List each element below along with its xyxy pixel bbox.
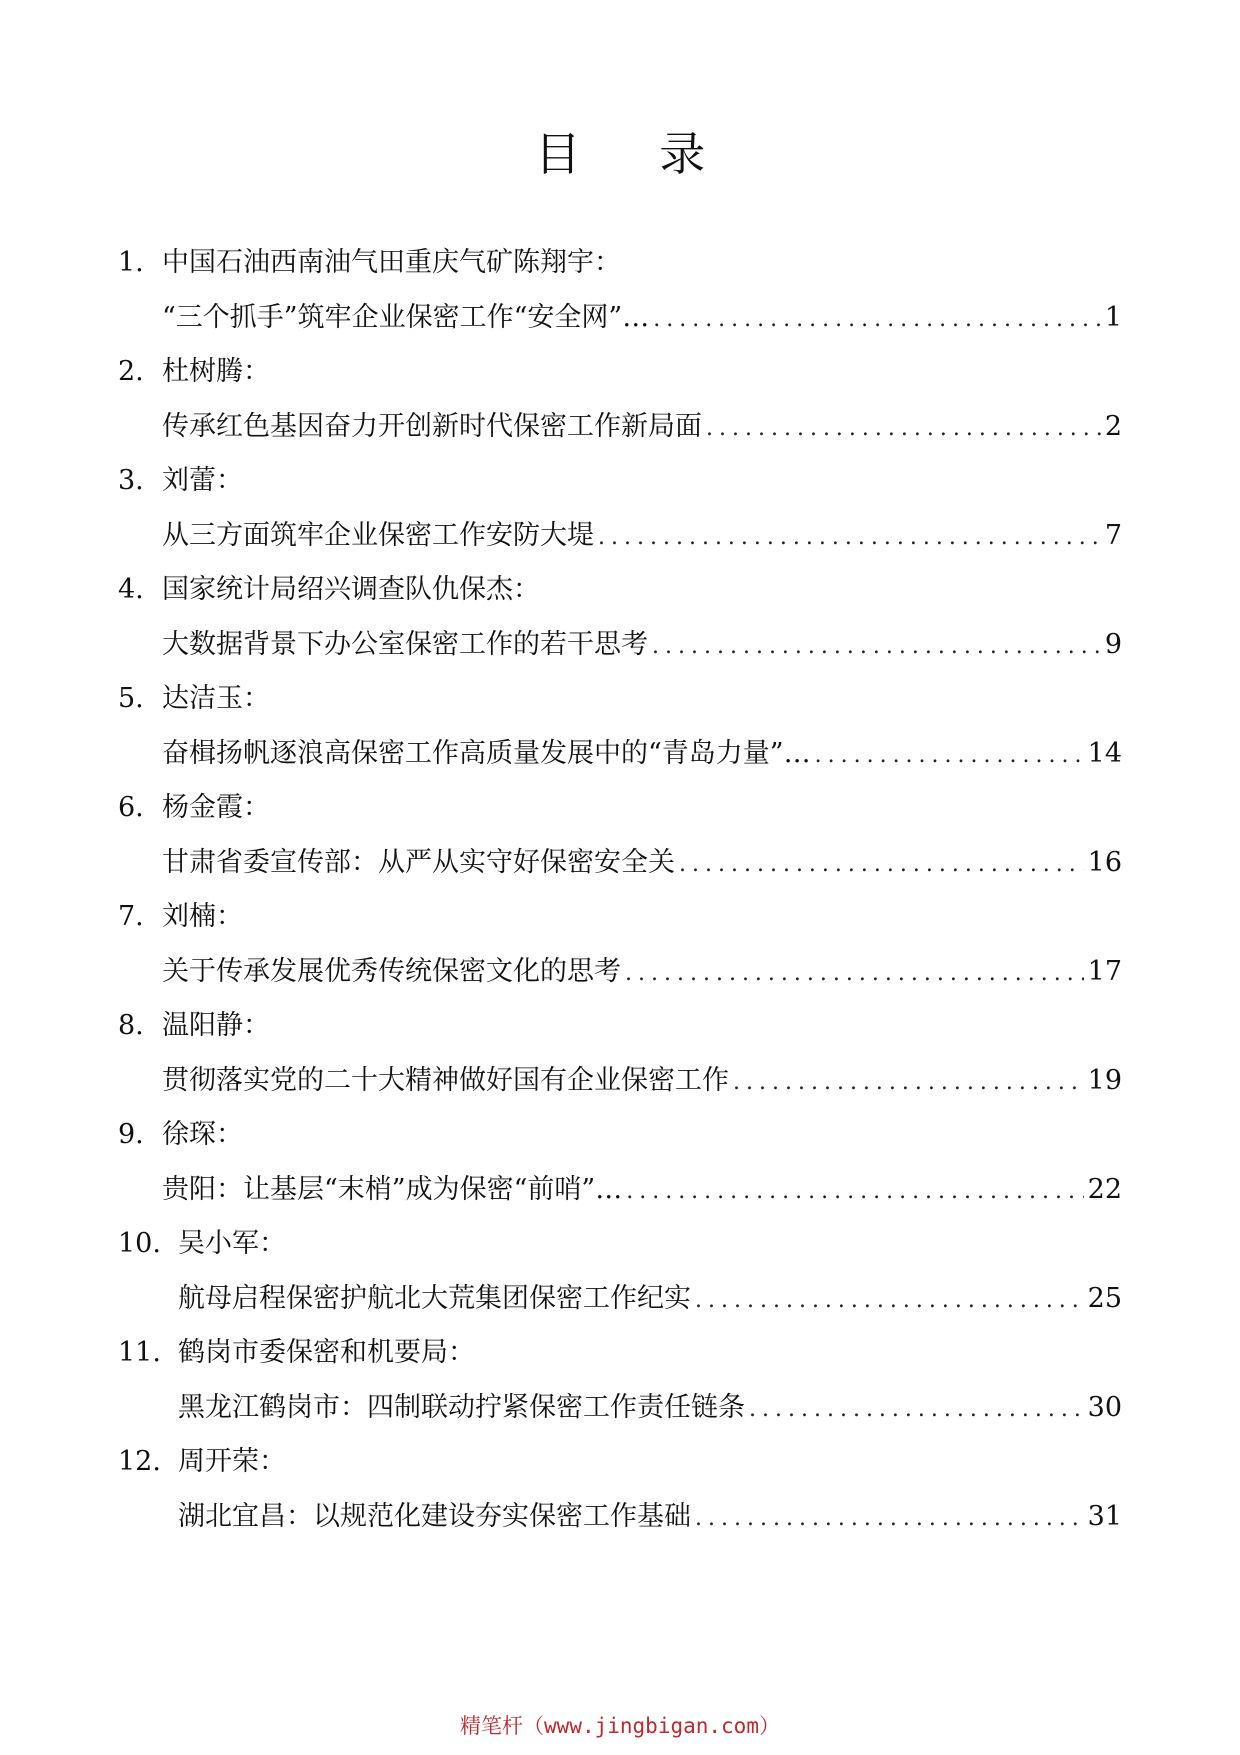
toc-entry[interactable] [0, 461, 1240, 570]
entry-number: 12. [118, 1446, 161, 1477]
toc-entry[interactable] [0, 1115, 1240, 1224]
toc-entry[interactable] [0, 1224, 1240, 1333]
dot-leader [598, 518, 1101, 558]
toc-entry[interactable] [0, 1006, 1240, 1115]
entry-number: 5. [118, 683, 144, 714]
entry-page-number: 25 [1087, 1283, 1122, 1314]
dot-leader [706, 409, 1101, 449]
entry-page-number: 9 [1104, 629, 1122, 660]
entry-title[interactable]: 贯彻落实党的二十大精神做好国有企业保密工作 [162, 1065, 729, 1096]
entry-page-number: 31 [1087, 1501, 1122, 1532]
toc-entry[interactable] [0, 352, 1240, 461]
entry-author: 国家统计局绍兴调查队仇保杰： [162, 574, 540, 605]
entry-title[interactable]: 从三方面筑牢企业保密工作安防大堤 [162, 520, 594, 551]
entry-title[interactable]: 航母启程保密护航北大荒集团保密工作纪实 [178, 1283, 691, 1314]
entry-author: 吴小军： [178, 1228, 286, 1259]
entry-page-number: 2 [1104, 411, 1122, 442]
toc-entry[interactable] [0, 1333, 1240, 1442]
entry-title[interactable]: 黑龙江鹤岗市：四制联动拧紧保密工作责任链条 [178, 1392, 745, 1423]
entry-page-number: 16 [1087, 847, 1122, 878]
dot-leader [749, 1390, 1084, 1430]
entry-title[interactable]: “三个抓手”筑牢企业保密工作“安全网”… [162, 302, 650, 333]
entry-author: 周开荣： [178, 1446, 286, 1477]
dot-leader [625, 954, 1084, 994]
entry-page-number: 30 [1087, 1392, 1122, 1423]
entry-number: 7. [118, 901, 144, 932]
entry-number: 11. [118, 1337, 161, 1368]
dot-leader [652, 627, 1101, 667]
entry-author: 刘蕾： [162, 465, 243, 496]
toc-entry[interactable] [0, 570, 1240, 679]
entry-number: 2. [118, 356, 144, 387]
toc-entry[interactable] [0, 788, 1240, 897]
entry-author: 温阳静： [162, 1010, 270, 1041]
entry-author: 徐琛： [162, 1119, 243, 1150]
entry-title[interactable]: 奋楫扬帆逐浪高保密工作高质量发展中的“青岛力量”… [162, 738, 811, 769]
dot-leader [626, 1172, 1083, 1212]
entry-number: 9. [118, 1119, 144, 1150]
dot-leader [695, 1499, 1084, 1539]
entry-author: 达洁玉： [162, 683, 270, 714]
entry-page-number: 14 [1087, 738, 1122, 769]
entry-author: 刘楠： [162, 901, 243, 932]
toc-entry[interactable] [0, 243, 1240, 352]
entry-page-number: 22 [1087, 1174, 1122, 1205]
entry-number: 1. [118, 247, 144, 278]
toc-entry[interactable] [0, 679, 1240, 788]
entry-author: 鹤岗市委保密和机要局： [178, 1337, 475, 1368]
entry-title[interactable]: 甘肃省委宣传部：从严从实守好保密安全关 [162, 847, 675, 878]
entry-number: 6. [118, 792, 144, 823]
entry-number: 10. [118, 1228, 161, 1259]
entry-number: 4. [118, 574, 144, 605]
entry-number: 8. [118, 1010, 144, 1041]
entry-author: 中国石油西南油气田重庆气矿陈翔宇： [162, 247, 621, 278]
dot-leader [653, 300, 1101, 340]
toc-entry[interactable] [0, 1442, 1240, 1551]
dot-leader [815, 736, 1084, 776]
entry-page-number: 7 [1104, 520, 1122, 551]
entry-author: 杨金霞： [162, 792, 270, 823]
entry-page-number: 1 [1104, 302, 1122, 333]
entry-title[interactable]: 关于传承发展优秀传统保密文化的思考 [162, 956, 621, 987]
dot-leader [733, 1063, 1084, 1103]
table-of-contents [0, 243, 1240, 1551]
dot-leader [695, 1281, 1084, 1321]
entry-title[interactable]: 传承红色基因奋力开创新时代保密工作新局面 [162, 411, 702, 442]
entry-author: 杜树腾： [162, 356, 270, 387]
entry-page-number: 17 [1087, 956, 1122, 987]
footer-watermark-link[interactable]: 精笔杆（www.jingbigan.com） [460, 1714, 780, 1738]
page-title: 目 录 [534, 127, 738, 181]
entry-title[interactable]: 湖北宜昌：以规范化建设夯实保密工作基础 [178, 1501, 691, 1532]
dot-leader [679, 845, 1084, 885]
entry-number: 3. [118, 465, 144, 496]
entry-title[interactable]: 贵阳：让基层“末梢”成为保密“前哨”… [162, 1174, 623, 1205]
entry-title[interactable]: 大数据背景下办公室保密工作的若干思考 [162, 629, 648, 660]
entry-page-number: 19 [1087, 1065, 1122, 1096]
toc-entry[interactable] [0, 897, 1240, 1006]
